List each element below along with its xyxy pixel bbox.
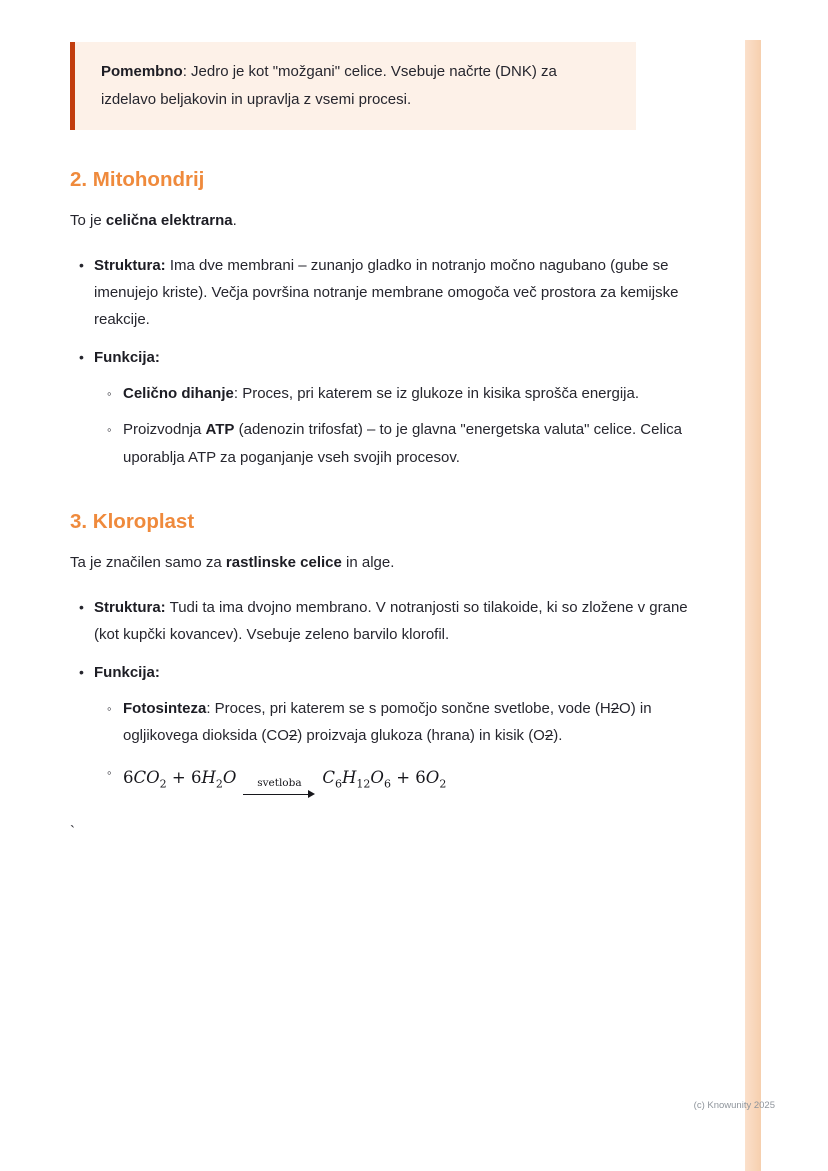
text-line [94, 659, 714, 686]
text-run: in alge. [341, 553, 395, 571]
text-run-bold: Struktura: [94, 256, 166, 274]
list-item-struktura [70, 252, 714, 334]
math-var: O [425, 767, 440, 787]
math-sub: 12 [356, 776, 371, 790]
math-num: + 6 [166, 767, 202, 787]
math-num: 6 [123, 767, 134, 787]
text-run: : Proces, pri katerem se s pomočjo sončne svetlobe, vode (H [206, 699, 611, 717]
struck-subscript: 2 [610, 699, 620, 717]
text-run: . [232, 211, 237, 229]
section-heading-kloroplast: 3. Kloroplast [70, 509, 195, 533]
math-sub: 6 [335, 776, 343, 790]
funkcija-sublist [106, 695, 714, 798]
list-item-text [123, 380, 714, 407]
text-run-bold: rastlinske celice [225, 553, 342, 571]
circle-bullet-icon [106, 695, 123, 750]
math-sub: 6 [383, 776, 391, 790]
list-item-funkcija [70, 344, 714, 480]
list-item-text [94, 659, 714, 807]
math-var: C [322, 767, 336, 787]
list-item-text [123, 695, 714, 750]
text-run-bold: Fotosinteza [123, 699, 207, 717]
text-run-bold: Celično dihanje [123, 384, 234, 402]
mitohondrij-intro [70, 208, 714, 234]
text-run-bold: celična elektrarna [105, 211, 233, 229]
list-item-text [94, 594, 714, 649]
math-sub: 2 [439, 776, 447, 790]
math-num: + 6 [390, 767, 426, 787]
text-run-bold: Funkcija: [94, 348, 160, 366]
arrow-label: svetloba [257, 776, 302, 789]
circle-bullet-icon [106, 416, 123, 471]
math-sub: 2 [215, 776, 223, 790]
list-item-text [94, 344, 714, 480]
photosynthesis-equation [123, 759, 714, 799]
struck-subscript: 2 [544, 727, 554, 745]
callout-pomembno [70, 42, 636, 130]
text-run: : Proces, pri katerem se iz glukoze in kisika sprošča energija. [233, 384, 640, 402]
text-run: ) proizvaja glukoza (hrana) in kisik (O [297, 727, 545, 745]
kloroplast-list [70, 594, 714, 807]
math-var: O [222, 767, 237, 787]
text-line [94, 344, 714, 371]
funkcija-sublist [106, 380, 714, 471]
footer-copyright: (c) Knowunity 2025 [693, 1100, 775, 1111]
section-heading-mitohondrij: 2. Mitohondrij [70, 167, 205, 191]
list-item-funkcija [70, 659, 714, 807]
math-var: CO [133, 767, 160, 787]
text-run: (adenozin trifosfat) – to je glavna "energetska valuta" celice. Celica uporablja ATP za poganjanje vseh svojih procesov. [123, 421, 682, 466]
list-item-text [94, 252, 714, 334]
circle-bullet-icon [106, 380, 123, 407]
list-item-fotosinteza [106, 695, 714, 750]
math-var: H [201, 767, 216, 787]
callout-text [101, 58, 614, 114]
list-item-atp [106, 416, 714, 471]
circle-bullet-icon [106, 759, 123, 799]
bullet-icon [70, 594, 94, 649]
bullet-icon [70, 344, 94, 480]
text-run: To je [70, 211, 106, 229]
text-run: Tudi ta ima dvojno membrano. V notranjosti so tilakoide, ki so zložene v grane (kot kupčki kovancev). Vsebuje zeleno barvilo klorofil. [94, 599, 688, 644]
text-run-bold: Struktura: [94, 599, 166, 617]
bullet-icon [70, 252, 94, 334]
mitohondrij-list [70, 252, 714, 480]
text-run: O) in ogljikovega dioksida (CO [123, 699, 652, 745]
text-run: Proizvodnja [123, 421, 206, 439]
right-arrow-icon [243, 790, 315, 798]
page-edge-stripe [745, 40, 761, 1171]
math-var: H [342, 767, 357, 787]
text-run: ). [553, 727, 563, 745]
math-var: O [370, 767, 384, 787]
document-content [70, 42, 714, 840]
text-run: Ta je značilen samo za [70, 553, 226, 571]
list-item-formula [106, 759, 714, 799]
text-run-bold: Funkcija: [94, 663, 160, 681]
list-item-text [123, 416, 714, 471]
callout-label: Pomembno [101, 63, 183, 80]
bullet-icon [70, 659, 94, 807]
text-run: Ima dve membrani – zunanjo gladko in notranjo močno nagubano (gube se imenujejo kriste). Večja površina notranje membrane omogoča več prostora za kemijske reakcije. [94, 256, 679, 329]
struck-subscript: 2 [288, 727, 298, 745]
reaction-arrow [243, 778, 315, 799]
list-item-struktura [70, 594, 714, 649]
text-run-bold: ATP [205, 421, 235, 439]
callout-body: : Jedro je kot "možgani" celice. Vsebuje načrte (DNK) za izdelavo beljakovin in upravlja z vsemi procesi. [101, 63, 557, 108]
kloroplast-intro [70, 550, 714, 576]
stray-backtick: ` [70, 823, 75, 841]
list-item-dihanje [106, 380, 714, 407]
math-sub: 2 [159, 776, 167, 790]
